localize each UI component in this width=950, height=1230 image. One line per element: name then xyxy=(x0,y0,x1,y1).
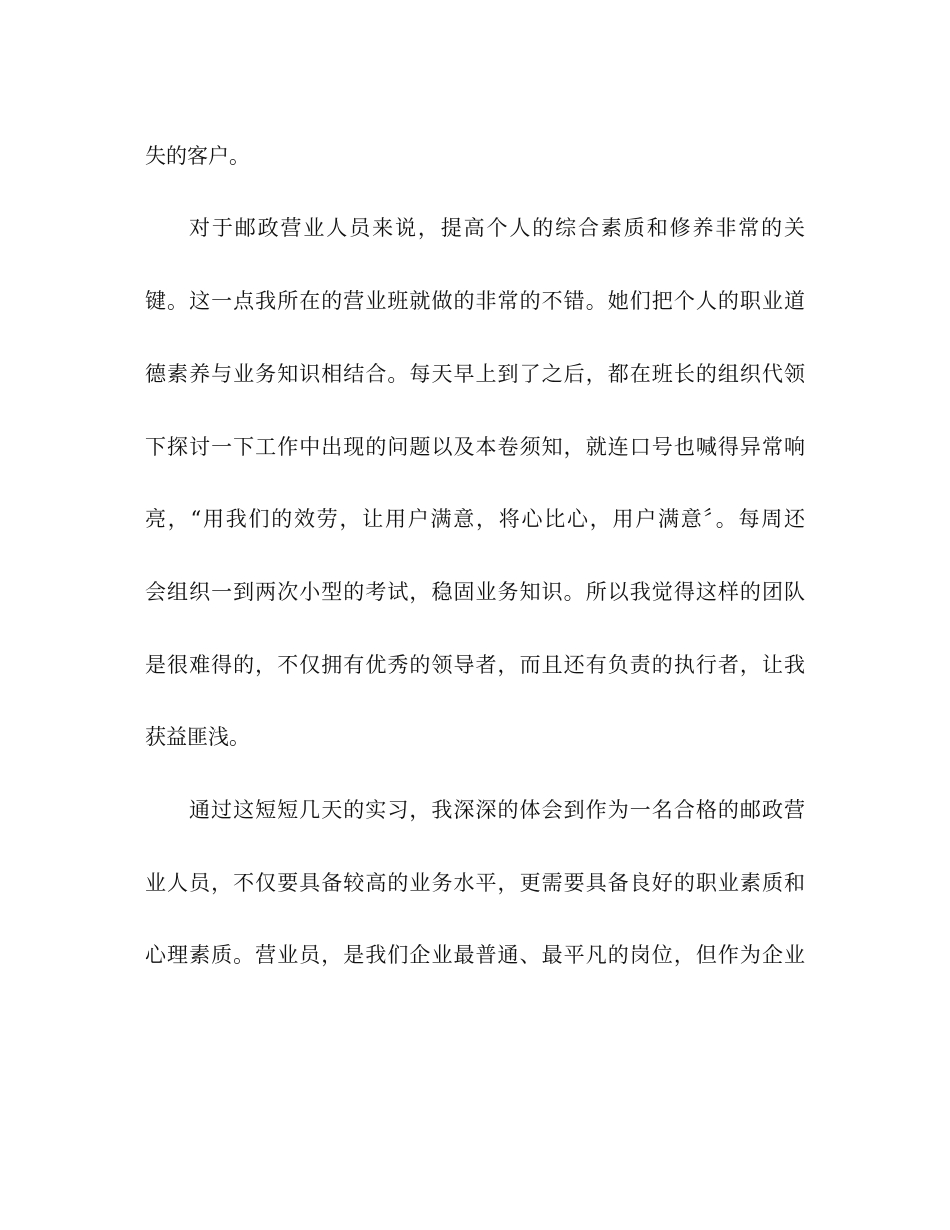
text-line-7: 会组织一到两次小型的考试，稳固业务知识。所以我觉得这样的团队 xyxy=(145,580,805,604)
text-line-5: 下探讨一下工作中出现的问题以及本卷须知，就连口号也喊得异常响 xyxy=(145,435,805,459)
text-line-12: 心理素质。营业员，是我们企业最普通、最平凡的岗位，但作为企业 xyxy=(145,943,805,967)
text-line-4: 德素养与业务知识相结合。每天早上到了之后，都在班长的组织代领 xyxy=(145,362,805,386)
text-line-1: 失的客户。 xyxy=(145,144,250,168)
text-line-2: 对于邮政营业人员来说，提高个人的综合素质和修养非常的关 xyxy=(189,216,805,240)
text-line-6: 亮，“用我们的效劳，让用户满意，将心比心，用户满意〞。每周还 xyxy=(145,507,805,531)
text-line-9: 获益匪浅。 xyxy=(145,725,250,749)
text-line-11: 业人员，不仅要具备较高的业务水平，更需要具备良好的职业素质和 xyxy=(145,871,805,895)
text-line-8: 是很难得的，不仅拥有优秀的领导者，而且还有负责的执行者，让我 xyxy=(145,653,805,677)
text-line-10: 通过这短短几天的实习，我深深的体会到作为一名合格的邮政营 xyxy=(189,798,805,822)
text-line-3: 键。这一点我所在的营业班就做的非常的不错。她们把个人的职业道 xyxy=(145,289,805,313)
